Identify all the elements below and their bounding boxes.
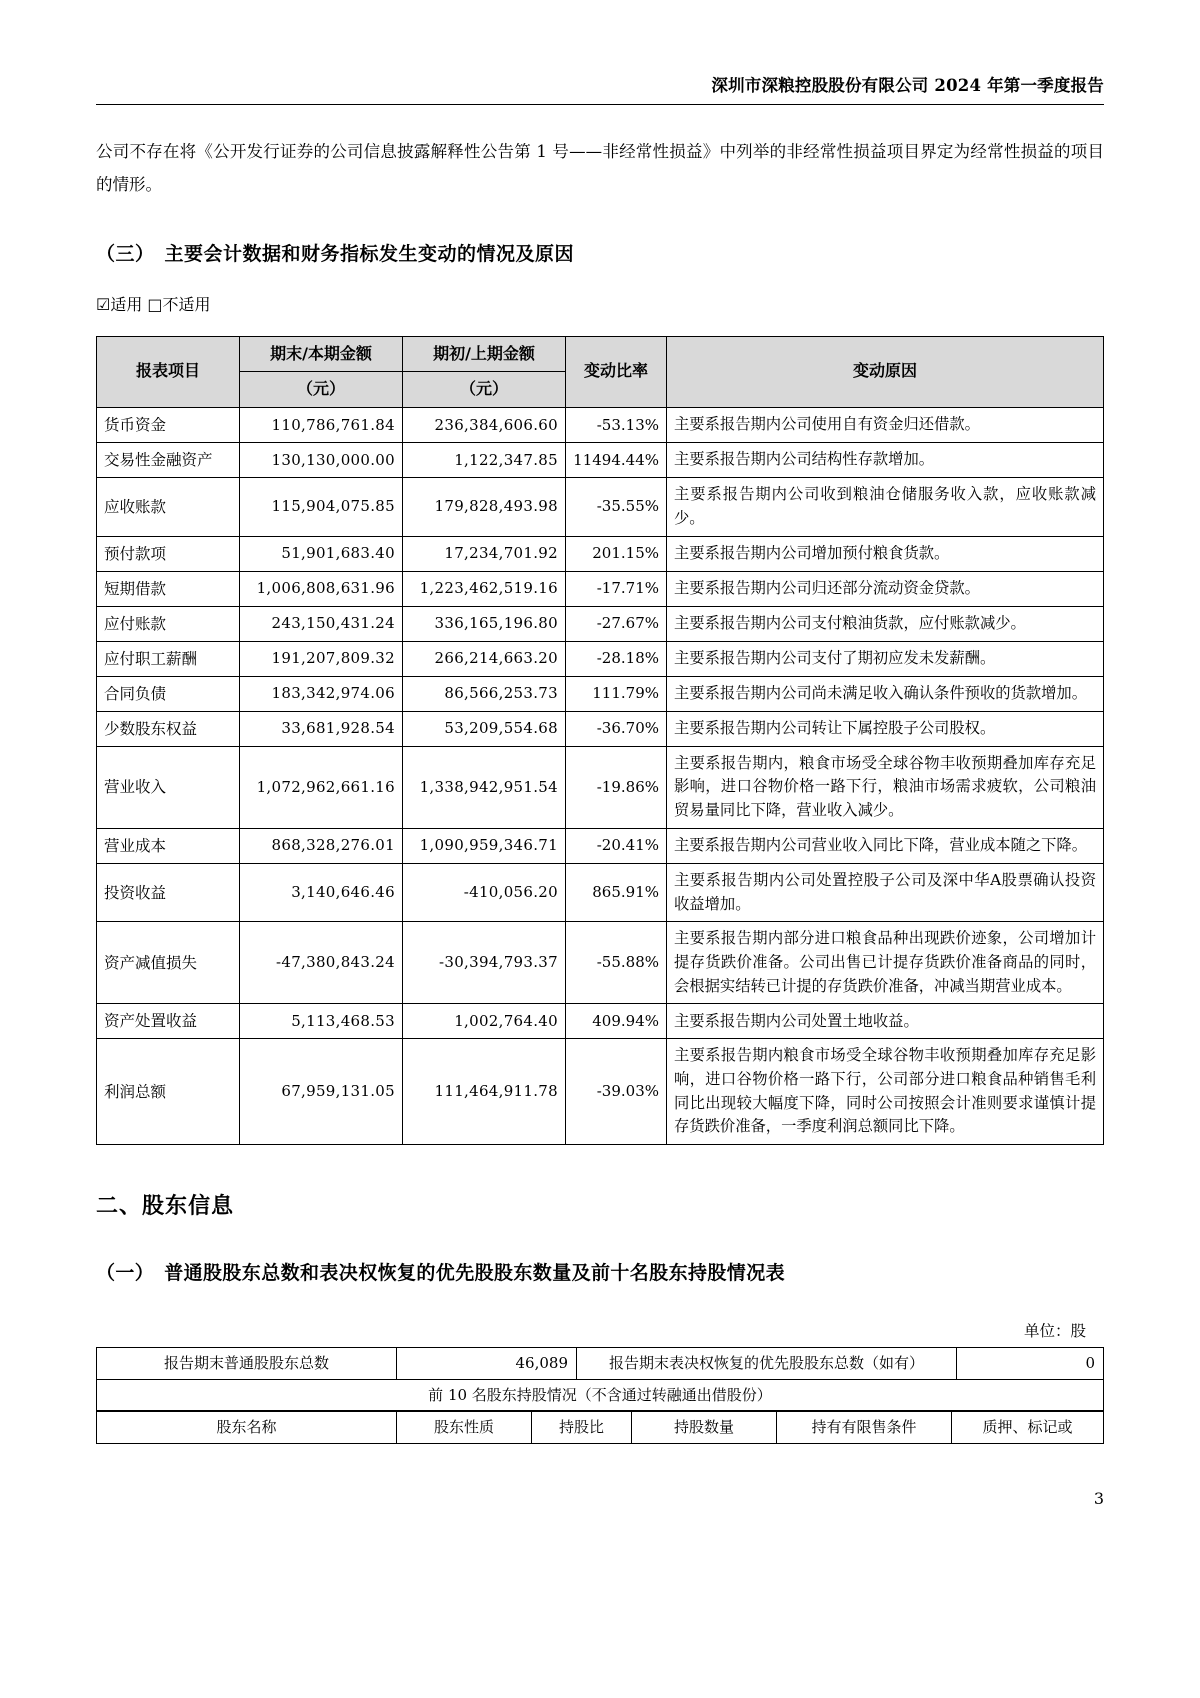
row-end-amount: 243,150,431.24 [240, 606, 403, 641]
row-begin-amount: 17,234,701.92 [403, 536, 566, 571]
row-end-amount: 868,328,276.01 [240, 828, 403, 863]
row-item-name: 营业收入 [97, 746, 240, 828]
page-number: 3 [1093, 1489, 1104, 1508]
row-item-name: 合同负债 [97, 676, 240, 711]
row-change-reason: 主要系报告期内公司归还部分流动资金贷款。 [667, 571, 1104, 606]
row-end-amount: 115,904,075.85 [240, 478, 403, 536]
table-row [97, 641, 1104, 676]
row-end-amount: 3,140,646.46 [240, 863, 403, 921]
shareholder-detail-header-table [96, 1411, 1104, 1444]
row-change-rate: 11494.44% [566, 443, 667, 478]
shareholder-col-header-3: 持股数量 [632, 1412, 777, 1444]
table-row [97, 828, 1104, 863]
preferred-shareholders-label: 报告期末表决权恢复的优先股股东总数（如有） [577, 1348, 957, 1380]
row-item-name: 货币资金 [97, 408, 240, 443]
row-begin-amount: 236,384,606.60 [403, 408, 566, 443]
row-end-amount: 183,342,974.06 [240, 676, 403, 711]
row-change-reason: 主要系报告期内公司使用自有资金归还借款。 [667, 408, 1104, 443]
row-begin-amount: 1,338,942,951.54 [403, 746, 566, 828]
row-begin-amount: 266,214,663.20 [403, 641, 566, 676]
row-change-reason: 主要系报告期内公司营业收入同比下降，营业成本随之下降。 [667, 828, 1104, 863]
table-row [97, 408, 1104, 443]
row-begin-amount: -30,394,793.37 [403, 922, 566, 1004]
row-begin-amount: 111,464,911.78 [403, 1039, 566, 1145]
row-change-rate: -19.86% [566, 746, 667, 828]
row-change-rate: -17.71% [566, 571, 667, 606]
row-change-reason: 主要系报告期内公司尚未满足收入确认条件预收的货款增加。 [667, 676, 1104, 711]
table-row [97, 571, 1104, 606]
row-item-name: 少数股东权益 [97, 711, 240, 746]
section-three-title: 主要会计数据和财务指标发生变动的情况及原因 [164, 243, 575, 265]
shareholder-summary-table [96, 1347, 1104, 1411]
row-begin-amount: 53,209,554.68 [403, 711, 566, 746]
row-item-name: 短期借款 [97, 571, 240, 606]
page-header [96, 0, 1104, 96]
row-end-amount: 110,786,761.84 [240, 408, 403, 443]
row-change-reason: 主要系报告期内公司处置土地收益。 [667, 1004, 1104, 1039]
row-change-rate: 201.15% [566, 536, 667, 571]
table-row [97, 443, 1104, 478]
row-item-name: 应收账款 [97, 478, 240, 536]
row-item-name: 应付职工薪酬 [97, 641, 240, 676]
col-header-begin-amount: 期初/上期金额 [403, 336, 566, 372]
table-header-row-1 [97, 336, 1104, 372]
row-item-name: 资产处置收益 [97, 1004, 240, 1039]
row-end-amount: 67,959,131.05 [240, 1039, 403, 1145]
row-change-rate: -55.88% [566, 922, 667, 1004]
row-end-amount: 1,006,808,631.96 [240, 571, 403, 606]
row-begin-amount: 1,090,959,346.71 [403, 828, 566, 863]
table-row [97, 676, 1104, 711]
table-row [97, 1039, 1104, 1145]
shareholder-row-span [97, 1379, 1104, 1411]
table-row [97, 863, 1104, 921]
table-row [97, 606, 1104, 641]
row-change-rate: -35.55% [566, 478, 667, 536]
table-row [97, 478, 1104, 536]
row-change-rate: -20.41% [566, 828, 667, 863]
shareholder-col-header-5: 质押、标记或 [952, 1412, 1104, 1444]
row-change-rate: 111.79% [566, 676, 667, 711]
col-header-item: 报表项目 [97, 336, 240, 408]
col-header-end-amount: 期末/本期金额 [240, 336, 403, 372]
row-begin-amount: 336,165,196.80 [403, 606, 566, 641]
unit-note: 单位：股 [1023, 1322, 1086, 1341]
row-item-name: 应付账款 [97, 606, 240, 641]
row-item-name: 投资收益 [97, 863, 240, 921]
row-end-amount: 33,681,928.54 [240, 711, 403, 746]
shareholder-detail-header-row [97, 1412, 1104, 1444]
ordinary-shareholders-value: 46,089 [397, 1348, 577, 1380]
shareholder-col-header-4: 持有有限售条件 [777, 1412, 952, 1444]
col-header-begin-unit: （元） [403, 372, 566, 408]
col-header-rate: 变动比率 [566, 336, 667, 408]
row-change-reason: 主要系报告期内部分进口粮食品种出现跌价迹象，公司增加计提存货跌价准备。公司出售已计提存货跌价准备商品的同时，会根据实结转已计提的存货跌价准备，冲减当期营业成本。 [667, 922, 1104, 1004]
applicability-text: ☑适用 □不适用 [96, 295, 211, 314]
table-row [97, 746, 1104, 828]
applicability-line [96, 292, 1104, 318]
row-change-rate: 409.94% [566, 1004, 667, 1039]
shareholder-col-header-0: 股东名称 [97, 1412, 397, 1444]
row-end-amount: 5,113,468.53 [240, 1004, 403, 1039]
row-begin-amount: 1,122,347.85 [403, 443, 566, 478]
row-begin-amount: 1,223,462,519.16 [403, 571, 566, 606]
row-change-rate: -27.67% [566, 606, 667, 641]
row-end-amount: 130,130,000.00 [240, 443, 403, 478]
row-change-reason: 主要系报告期内公司转让下属控股子公司股权。 [667, 711, 1104, 746]
ordinary-shareholders-label: 报告期末普通股股东总数 [97, 1348, 397, 1380]
running-title: 深圳市深粮控股股份有限公司 2024 年第一季度报告 [711, 76, 1104, 95]
section-two-heading: 二、股东信息 [96, 1193, 235, 1220]
row-end-amount: 191,207,809.32 [240, 641, 403, 676]
table-row [97, 922, 1104, 1004]
section-two-sub-number: （一） [96, 1262, 155, 1285]
row-begin-amount: 179,828,493.98 [403, 478, 566, 536]
top10-caption: 前 10 名股东持股情况（不含通过转融通出借股份） [97, 1379, 1104, 1411]
row-end-amount: 1,072,962,661.16 [240, 746, 403, 828]
row-end-amount: 51,901,683.40 [240, 536, 403, 571]
table-row [97, 711, 1104, 746]
row-change-reason: 主要系报告期内，粮食市场受全球谷物丰收预期叠加库存充足影响，进口谷物价格一路下行，粮油市场需求疲软，公司粮油贸易量同比下降，营业收入减少。 [667, 746, 1104, 828]
row-item-name: 营业成本 [97, 828, 240, 863]
row-item-name: 资产减值损失 [97, 922, 240, 1004]
row-change-reason: 主要系报告期内公司支付粮油货款，应付账款减少。 [667, 606, 1104, 641]
table-row [97, 536, 1104, 571]
section-three-number: （三） [96, 243, 155, 265]
row-item-name: 交易性金融资产 [97, 443, 240, 478]
row-item-name: 利润总额 [97, 1039, 240, 1145]
row-change-reason: 主要系报告期内公司支付了期初应发未发薪酬。 [667, 641, 1104, 676]
table-row [97, 1004, 1104, 1039]
shareholder-row-totals [97, 1348, 1104, 1380]
intro-paragraph: 公司不存在将《公开发行证券的公司信息披露解释性公告第 1 号——非经常性损益》中列举的非经常性损益项目界定为经常性损益的项目的情形。 [96, 142, 1104, 194]
row-change-rate: -36.70% [566, 711, 667, 746]
row-item-name: 预付款项 [97, 536, 240, 571]
row-begin-amount: 1,002,764.40 [403, 1004, 566, 1039]
section-two-sub-title: 普通股股东总数和表决权恢复的优先股股东数量及前十名股东持股情况表 [164, 1262, 786, 1285]
shareholder-col-header-2: 持股比 [532, 1412, 632, 1444]
section-two-sub-heading [96, 1258, 1104, 1285]
preferred-shareholders-value: 0 [957, 1348, 1104, 1380]
row-change-reason: 主要系报告期内公司处置控股子公司及深中华A股票确认投资收益增加。 [667, 863, 1104, 921]
row-begin-amount: 86,566,253.73 [403, 676, 566, 711]
header-divider [96, 104, 1104, 105]
row-change-rate: 865.91% [566, 863, 667, 921]
row-change-rate: -28.18% [566, 641, 667, 676]
row-change-reason: 主要系报告期内公司结构性存款增加。 [667, 443, 1104, 478]
shareholder-col-header-1: 股东性质 [397, 1412, 532, 1444]
row-change-rate: -39.03% [566, 1039, 667, 1145]
section-three-heading [96, 239, 1104, 266]
row-change-reason: 主要系报告期内粮食市场受全球谷物丰收预期叠加库存充足影响，进口谷物价格一路下行，公司部分进口粮食品种销售毛利同比出现较大幅度下降，同时公司按照会计准则要求谨慎计提存货跌价准备，一季度利润总额同比下降。 [667, 1039, 1104, 1145]
row-change-reason: 主要系报告期内公司增加预付粮食货款。 [667, 536, 1104, 571]
col-header-reason: 变动原因 [667, 336, 1104, 408]
row-change-reason: 主要系报告期内公司收到粮油仓储服务收入款，应收账款减少。 [667, 478, 1104, 536]
row-begin-amount: -410,056.20 [403, 863, 566, 921]
financial-change-table [96, 336, 1104, 1146]
row-end-amount: -47,380,843.24 [240, 922, 403, 1004]
col-header-end-unit: （元） [240, 372, 403, 408]
row-change-rate: -53.13% [566, 408, 667, 443]
